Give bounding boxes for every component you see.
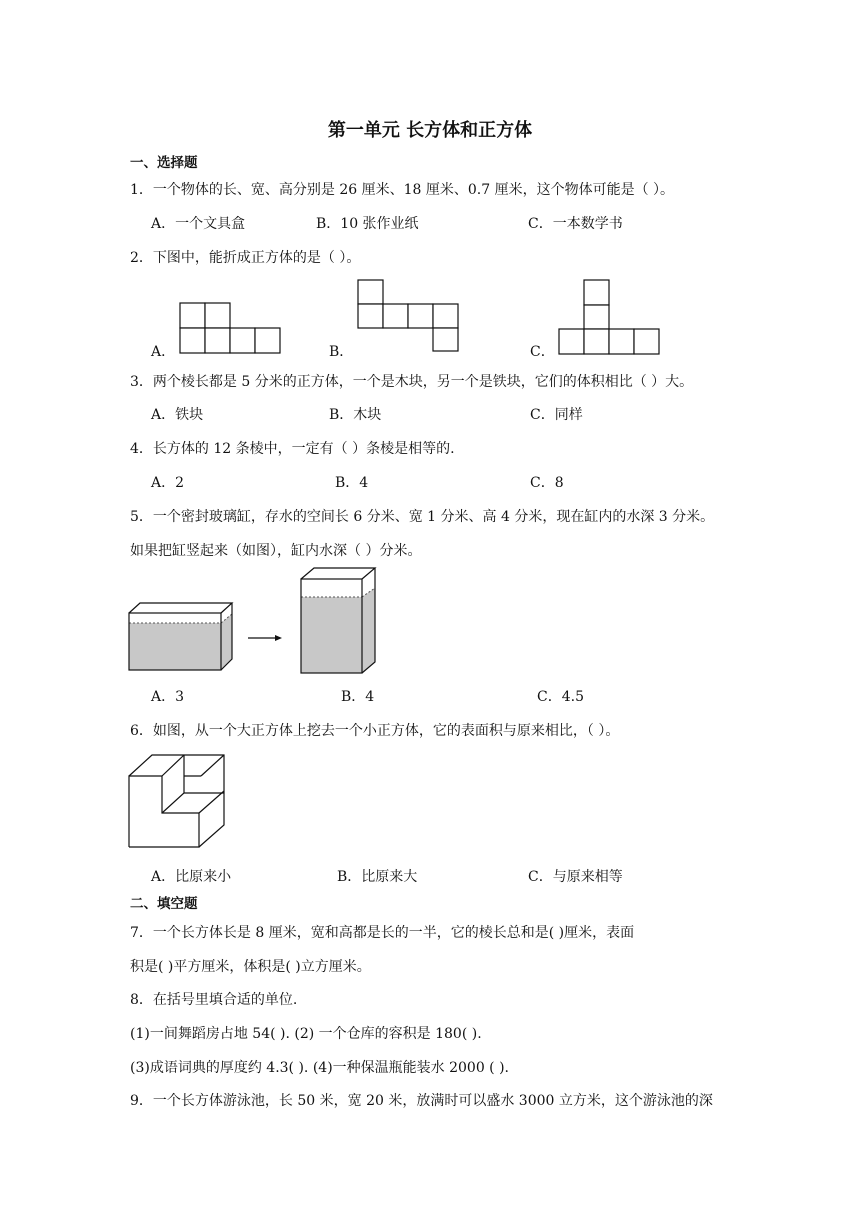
- question-1-option-a: A．一个文具盒: [151, 216, 246, 232]
- question-1-option-c: C．一本数学书: [528, 216, 623, 232]
- arrow-icon: [247, 633, 283, 643]
- question-5-stem-line-1: 5．一个密封玻璃缸，存水的空间长 6 分米、宽 1 分米、高 4 分米，现在缸内的水深 3 分米。: [130, 509, 715, 525]
- question-2-stem: 2．下图中，能折成正方体的是（ ）。: [130, 250, 361, 266]
- question-3-option-c: C．同样: [530, 407, 583, 423]
- question-2-option-a: A．: [151, 344, 176, 360]
- question-3-stem: 3．两个棱长都是 5 分米的正方体，一个是木块，另一个是铁块，它们的体积相比（ ）大。: [130, 374, 694, 390]
- question-4-stem: 4．长方体的 12 条棱中，一定有（ ）条棱是相等的.: [130, 441, 455, 457]
- section-heading-choice: 一、选择题: [130, 155, 198, 171]
- question-6-stem: 6．如图，从一个大正方体上挖去一个小正方体，它的表面积与原来相比，（ ）。: [130, 723, 620, 739]
- question-8-line-1: 8．在括号里填合适的单位.: [130, 992, 298, 1008]
- tank-standing-figure: [298, 566, 378, 676]
- question-2-option-c: C．: [530, 344, 555, 360]
- question-7-line-1: 7．一个长方体长是 8 厘米，宽和高都是长的一半，它的棱长总和是( )厘米，表面: [130, 925, 635, 941]
- question-4-option-a: A．2: [151, 475, 185, 491]
- cube-net-b-figure: [357, 279, 459, 352]
- question-3-option-b: B．木块: [329, 407, 382, 423]
- tank-lying-figure: [128, 602, 236, 674]
- question-5-option-c: C．4.5: [537, 689, 584, 705]
- question-3-option-a: A．铁块: [151, 407, 204, 423]
- question-1-option-b: B．10 张作业纸: [316, 216, 419, 232]
- question-4-option-c: C．8: [530, 475, 564, 491]
- cube-with-notch-figure: [128, 753, 228, 851]
- cube-net-c-figure: [558, 279, 660, 355]
- question-6-option-a: A．比原来小: [151, 869, 232, 885]
- cube-net-a-figure: [179, 302, 281, 354]
- question-1-stem: 1．一个物体的长、宽、高分别是 26 厘米、18 厘米、0.7 厘米，这个物体可能是（ ）。: [130, 182, 675, 198]
- section-heading-fill: 二、填空题: [130, 896, 198, 912]
- question-6-option-c: C．与原来相等: [528, 869, 623, 885]
- question-7-line-2: 积是( )平方厘米，体积是( )立方厘米。: [130, 959, 371, 975]
- question-5-stem-line-2: 如果把缸竖起来（如图），缸内水深（ ）分米。: [130, 543, 422, 559]
- question-8-line-2: (1)一间舞蹈房占地 54( ). (2) 一个仓库的容积是 180( ).: [130, 1026, 482, 1042]
- question-5-option-b: B．4: [341, 689, 375, 705]
- question-9-line-1: 9．一个长方体游泳池，长 50 米，宽 20 米，放满时可以盛水 3000 立方米，这个游泳池的深: [130, 1093, 713, 1109]
- question-8-line-3: (3)成语词典的厚度约 4.3( ). (4)一种保温瓶能装水 2000 ( ).: [130, 1060, 510, 1076]
- question-6-option-b: B．比原来大: [337, 869, 418, 885]
- page-title: 第一单元 长方体和正方体: [327, 120, 533, 141]
- question-2-option-b: B．: [329, 344, 354, 360]
- question-4-option-b: B．4: [335, 475, 369, 491]
- question-5-option-a: A．3: [151, 689, 185, 705]
